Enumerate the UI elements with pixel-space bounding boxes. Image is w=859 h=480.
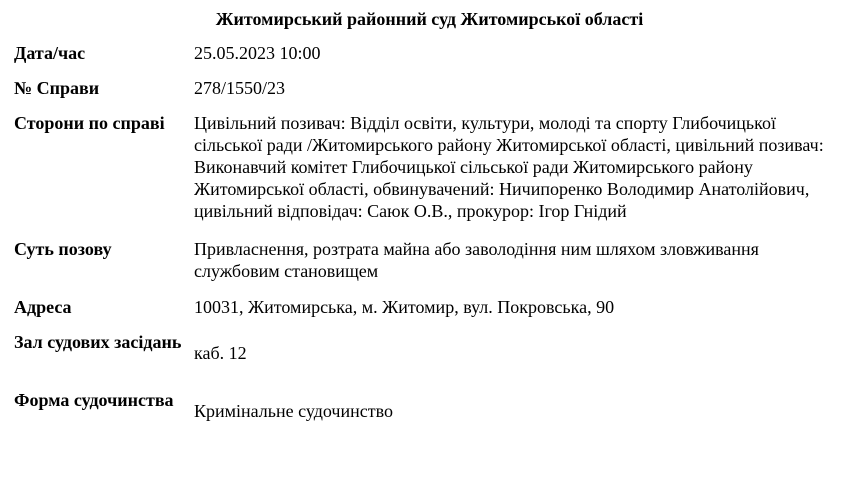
address-label: Адреса <box>14 297 72 317</box>
court-title: Житомирський районний суд Житомирської області <box>215 9 644 29</box>
parties-value: Цивільний позивач: Відділ освіти, культури, молоді та спорту Глибочицької сільської ради /Житомирського району Житомирської області, цивільний позивач: Виконавчий комітет Глибочицької сільської ради Житомирського району Житомирської області, обвинувачений: Ничипоренко Володимир Анатолійович, цивільний відповідач: Саюк О.В., прокурор: Ігор Гнідий <box>194 113 824 221</box>
case-number-label: № Справи <box>14 78 100 98</box>
courtroom-label: Зал судових засідань <box>14 332 182 352</box>
claim-label: Суть позову <box>14 239 112 259</box>
claim-value: Привласнення, розтрата майна або заволодіння ним шляхом зловживання службовим становищем <box>194 239 759 281</box>
datetime-label: Дата/час <box>14 43 86 63</box>
proceeding-form-value: Кримінальне судочинство <box>194 401 393 421</box>
parties-label: Сторони по справі <box>14 113 165 133</box>
case-number-value: 278/1550/23 <box>194 78 286 98</box>
courtroom-value: каб. 12 <box>194 343 247 363</box>
address-value: 10031, Житомирська, м. Житомир, вул. Покровська, 90 <box>194 297 615 317</box>
datetime-value: 25.05.2023 10:00 <box>194 43 321 63</box>
proceeding-form-label: Форма судочинства <box>14 390 174 410</box>
